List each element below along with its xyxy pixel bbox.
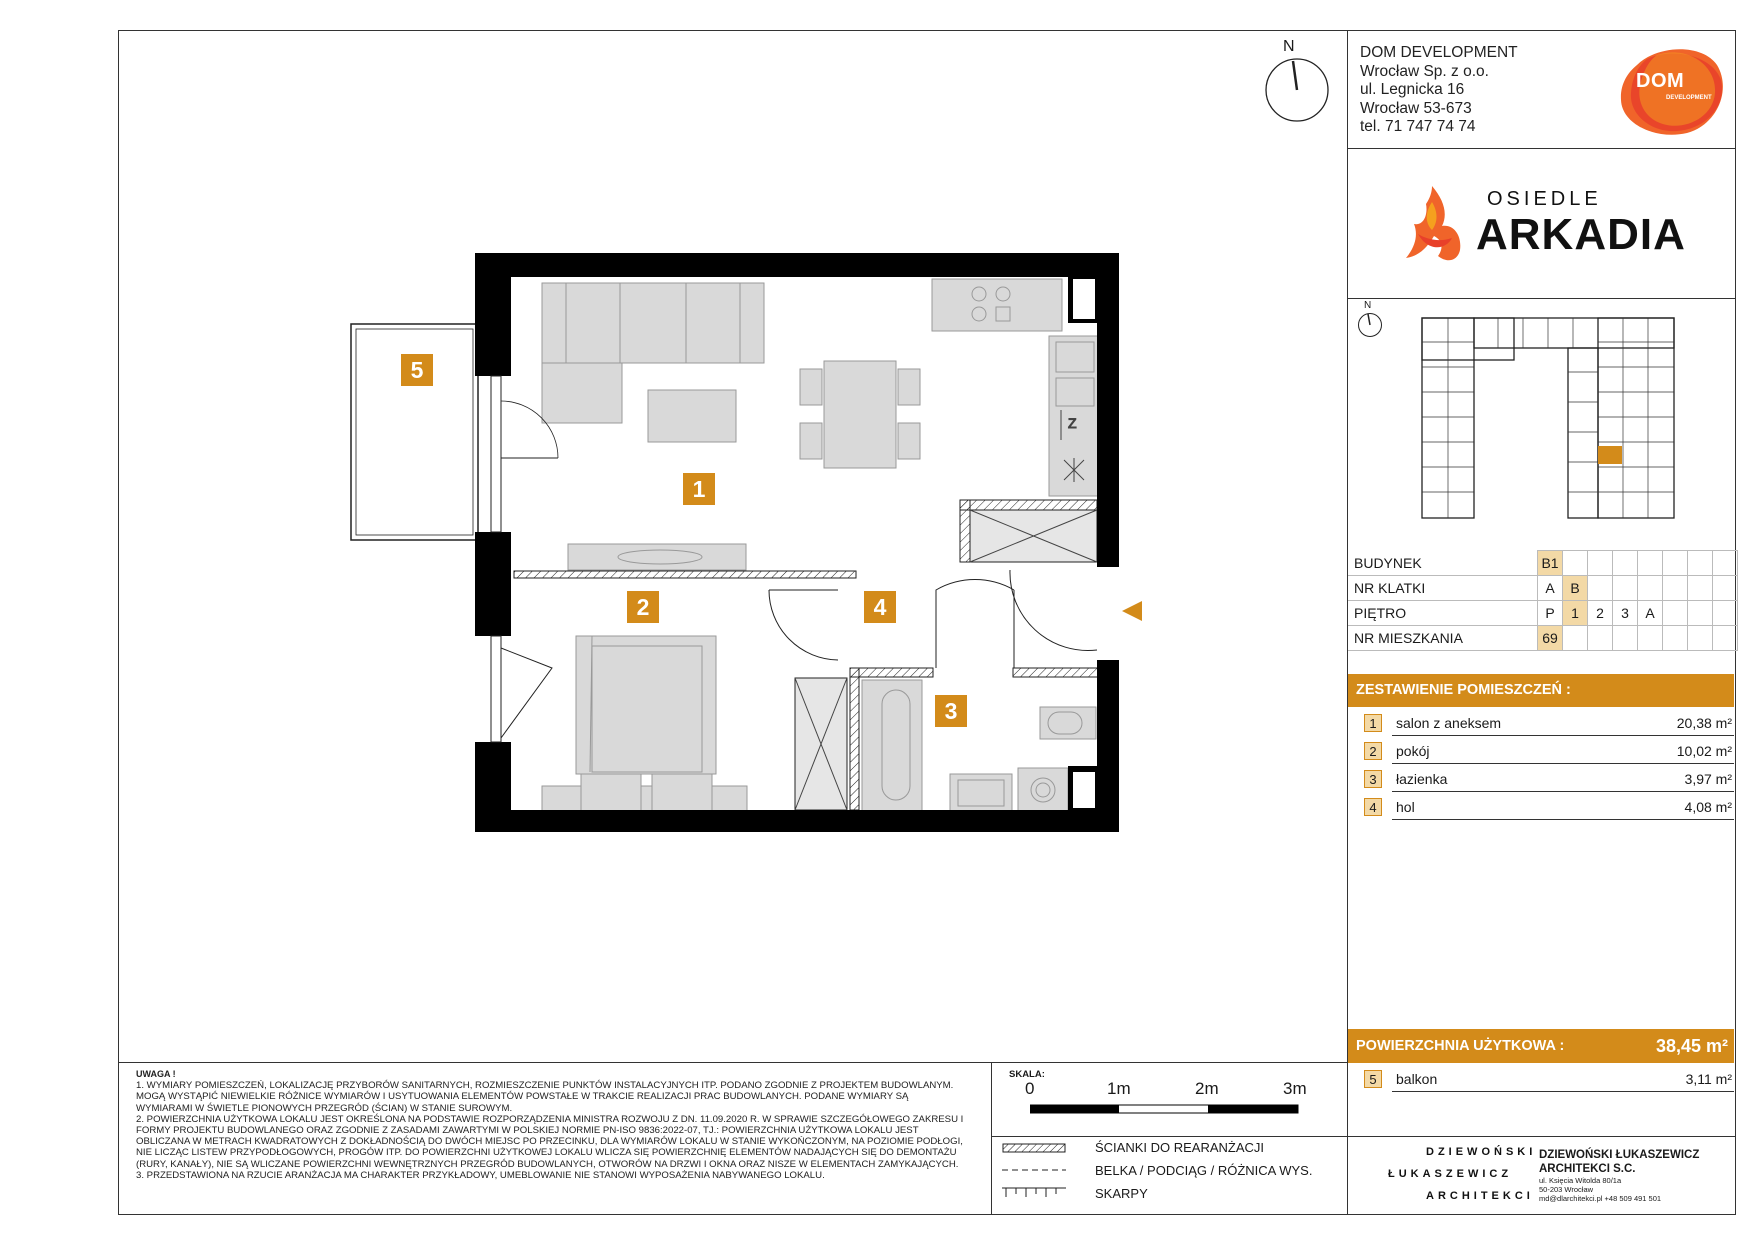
estate-prefix: OSIEDLE	[1487, 188, 1602, 210]
room-area: 4,08 m²	[1684, 799, 1732, 815]
info-cell	[1663, 626, 1688, 651]
room-row	[1348, 768, 1734, 792]
plan-tag-4: 4	[864, 591, 896, 623]
keyplan-compass-icon	[1357, 312, 1383, 338]
balcony-name: balkon	[1396, 1071, 1438, 1087]
total-area-value: 38,45 m²	[1655, 1036, 1728, 1056]
company-city: Wrocław 53-673	[1360, 99, 1472, 117]
keyplan-north-label: N	[1364, 300, 1372, 311]
bathtub	[862, 680, 922, 812]
architect-addr-2: 50-203 Wrocław	[1539, 1185, 1594, 1194]
arkadia-flame-logo	[1398, 184, 1468, 264]
company-phone: tel. 71 747 74 74	[1360, 118, 1476, 135]
sidebar-line-1	[1347, 148, 1736, 149]
room-row	[1348, 740, 1734, 764]
info-cell: 69	[1538, 626, 1563, 651]
architect-logo-line1: DZIEWOŃSKI	[1426, 1146, 1537, 1158]
notes-divider	[118, 1062, 1348, 1063]
dom-logo-sub: DEVELOPMENT	[1666, 95, 1712, 101]
info-cell	[1688, 626, 1713, 651]
apartment-info-table	[1348, 550, 1738, 651]
notes	[136, 1069, 966, 1181]
info-cell: 2	[1588, 601, 1613, 626]
info-cell	[1638, 551, 1663, 576]
legend-dashed-text: BELKA / PODCIĄG / RÓŻNICA WYS.	[1095, 1163, 1313, 1178]
info-cell: P	[1538, 601, 1563, 626]
info-cell	[1588, 626, 1613, 651]
architect-logo	[1388, 1146, 1537, 1206]
company-info	[1360, 44, 1518, 137]
room-area: 3,97 m²	[1684, 771, 1732, 787]
balcony-number: 5	[1364, 1070, 1382, 1088]
info-row-label: PIĘTRO	[1348, 601, 1538, 626]
info-row	[1348, 626, 1738, 651]
sidebar-line-3	[1347, 1136, 1736, 1137]
notes-title: UWAGA !	[136, 1069, 176, 1079]
kitchen-counter	[932, 279, 1062, 331]
architect-name-1: DZIEWOŃSKI ŁUKASZEWICZ	[1539, 1149, 1700, 1161]
sidebar-line-2	[1347, 298, 1736, 299]
info-cell	[1613, 576, 1638, 601]
info-cell	[1688, 551, 1713, 576]
info-row-label: NR MIESZKANIA	[1348, 626, 1538, 651]
legend-hatched-text: ŚCIANKI DO REARANŻACJI	[1095, 1140, 1265, 1155]
room-name: łazienka	[1396, 771, 1448, 787]
bed	[576, 636, 716, 774]
room-name: pokój	[1396, 743, 1430, 759]
info-cell	[1588, 551, 1613, 576]
scale-bar	[1030, 1102, 1300, 1116]
company-name: DOM DEVELOPMENT	[1360, 44, 1518, 61]
rooms-header: ZESTAWIENIE POMIESZCZEŃ :	[1348, 674, 1734, 707]
wall-left-upper	[475, 253, 511, 376]
info-cell: 3	[1613, 601, 1638, 626]
total-area-label: POWIERZCHNIA UŻYTKOWA :	[1356, 1038, 1565, 1054]
notes-text: 1. WYMIARY POMIESZCZEŃ, LOKALIZACJĘ PRZYBORÓW SANITARNYCH, ROZMIESZCZENIE PUNKTÓW INSTALACYJNYCH ITP. PODANO ZGODNIE Z PROJEKTEM BUDOWLANYM. MOGĄ WYSTĄPIĆ NIEWIELKIE RÓŻNICE WYMIARÓW I USYTUOWANIA ELEMENTÓW POWSTAŁE W TRAKCIE REALIZACJI PRAC BUDOWLANYCH. PODANE WYMIARY SĄ WYMIARAMI W ŚWIETLE PIONOWYCH PRZEGRÓD (ŚCIAN) W STANIE SUROWYM. 2. POWIERZCHNIA UŻYTKOWA LOKALU JEST OKREŚLONA NA PODSTAWIE ROZPORZĄDZENIA MINISTRA ROZWOJU Z DN. 11.09.2020 R. W SPRAWIE SZCZEGÓŁOWEGO ZAKRESU I FORMY PROJEKTU BUDOWLANEGO ORAZ ZGODNIE Z ZASADAMI ZAWARTYMI W POLSKIEJ NORMIE PN-ISO 9836:2022-07, TJ.: POWIERZCHNIA UŻYTKOWA LOKALU JEST OBLICZANA W METRACH KWADRATOWYCH Z DOKŁADNOŚCIĄ DO DWÓCH MIEJSC PO PRZECINKU, DLA WYMIARÓW LOKALU W STANIE WYKOŃCZONYM, NA POZIOMIE PODŁOGI, NIE LICZĄC LISTEW PRZYPODŁOGOWYCH, PROGÓW ITP. DO POWIERZCHNI UŻYTKOWEJ LOKALU WLICZA SIĘ POWIERZCHNIĘ ELEMENTÓW NADAJĄCYCH SIĘ DO DEMONTAŻU (RURY, KANAŁY), NIE SĄ WLICZANE POWIERZCHNI WEWNĘTRZNYCH PRZEGRÓD BUDOWLANYCH, OTWORÓW NA DRZWI I OKNA ORAZ NISZE W ELEMENTACH ZAMYKAJĄCYCH. 3. PRZEDSTAWIONA NA RZUCIE ARANŻACJA MA CHARAKTER PRZYKŁADOWY, UMEBLOWANIE NIE STANOWI WYPOSAŻENIA NABYWANEGO LOKALU.	[136, 1080, 964, 1181]
info-cell	[1713, 576, 1738, 601]
architect-logo-line2: ŁUKASZEWICZ	[1388, 1168, 1513, 1180]
scale-label: SKALA:	[1009, 1069, 1045, 1080]
info-cell	[1663, 576, 1688, 601]
dashed-line-icon	[1002, 1167, 1066, 1173]
compass-north-label: N	[1283, 38, 1295, 55]
hatched-wall-icon	[1002, 1143, 1066, 1155]
compass-icon	[1263, 56, 1331, 124]
dining-table	[824, 361, 896, 468]
info-row	[1348, 601, 1738, 626]
entrance-arrow-icon	[1122, 601, 1142, 621]
info-cell	[1688, 576, 1713, 601]
room-number: 4	[1364, 798, 1382, 816]
estate-name: ARKADIA	[1476, 210, 1686, 259]
coffee-table	[648, 390, 736, 442]
architect-contact: md@dlarchitekci.pl +48 509 491 501	[1539, 1194, 1662, 1203]
scale-tick-2: 2m	[1195, 1079, 1219, 1098]
info-cell	[1563, 551, 1588, 576]
info-row-label: NR KLATKI	[1348, 576, 1538, 601]
wall-top	[475, 253, 1118, 277]
company-line2: Wrocław Sp. z o.o.	[1360, 62, 1489, 80]
info-row	[1348, 551, 1738, 576]
info-cell: B1	[1538, 551, 1563, 576]
info-cell: A	[1638, 601, 1663, 626]
info-cell	[1563, 626, 1588, 651]
info-cell	[1588, 576, 1613, 601]
architect-name-2: ARCHITEKCI S.C.	[1539, 1163, 1636, 1175]
plan-tag-5: 5	[401, 354, 433, 386]
info-cell	[1638, 576, 1663, 601]
info-cell	[1663, 601, 1688, 626]
room-row	[1348, 712, 1734, 736]
info-cell	[1613, 626, 1638, 651]
tv-cabinet	[568, 544, 746, 570]
total-area-bar	[1348, 1029, 1734, 1063]
sofa	[542, 283, 764, 363]
architect-name	[1539, 1148, 1699, 1176]
info-cell	[1663, 551, 1688, 576]
room-area: 10,02 m²	[1676, 743, 1732, 759]
room-name: salon z aneksem	[1396, 715, 1502, 731]
architect-addr-1: ul. Księcia Witolda 80/1a	[1539, 1176, 1622, 1185]
balcony-row	[1348, 1068, 1734, 1092]
info-cell: 1	[1563, 601, 1588, 626]
room-area: 20,38 m²	[1676, 715, 1732, 731]
plan-tag-1: 1	[683, 473, 715, 505]
info-cell	[1713, 626, 1738, 651]
architect-address	[1539, 1176, 1661, 1203]
legend-divider	[991, 1136, 1348, 1137]
info-row-label: BUDYNEK	[1348, 551, 1538, 576]
info-row	[1348, 576, 1738, 601]
company-street: ul. Legnicka 16	[1360, 81, 1465, 98]
room-name: hol	[1396, 799, 1415, 815]
room-number: 1	[1364, 714, 1382, 732]
info-cell	[1688, 601, 1713, 626]
info-cell	[1613, 551, 1638, 576]
info-cell	[1638, 626, 1663, 651]
info-cell	[1713, 601, 1738, 626]
scale-divider	[991, 1062, 992, 1215]
scale-tick-3: 3m	[1283, 1079, 1307, 1098]
building-key-plan	[1418, 312, 1678, 527]
info-cell	[1713, 551, 1738, 576]
plan-tag-3: 3	[935, 695, 967, 727]
floor-plan	[340, 250, 1160, 850]
room-number: 3	[1364, 770, 1382, 788]
dom-logo-text: DOM	[1636, 70, 1685, 92]
info-cell: B	[1563, 576, 1588, 601]
wall-bottom	[475, 810, 1118, 832]
info-cell: A	[1538, 576, 1563, 601]
slope-icon	[1002, 1186, 1066, 1198]
plan-tag-2: 2	[627, 591, 659, 623]
scale-tick-0: 0	[1025, 1079, 1035, 1098]
balcony-area: 3,11 m²	[1685, 1071, 1732, 1087]
svg-text:Z: Z	[1068, 415, 1077, 431]
room-number: 2	[1364, 742, 1382, 760]
legend-slope-text: SKARPY	[1095, 1186, 1148, 1201]
scale-tick-1: 1m	[1107, 1079, 1131, 1098]
architect-logo-line3: ARCHITEKCI	[1426, 1190, 1534, 1202]
room-row	[1348, 796, 1734, 820]
washing-machine	[1018, 768, 1068, 812]
